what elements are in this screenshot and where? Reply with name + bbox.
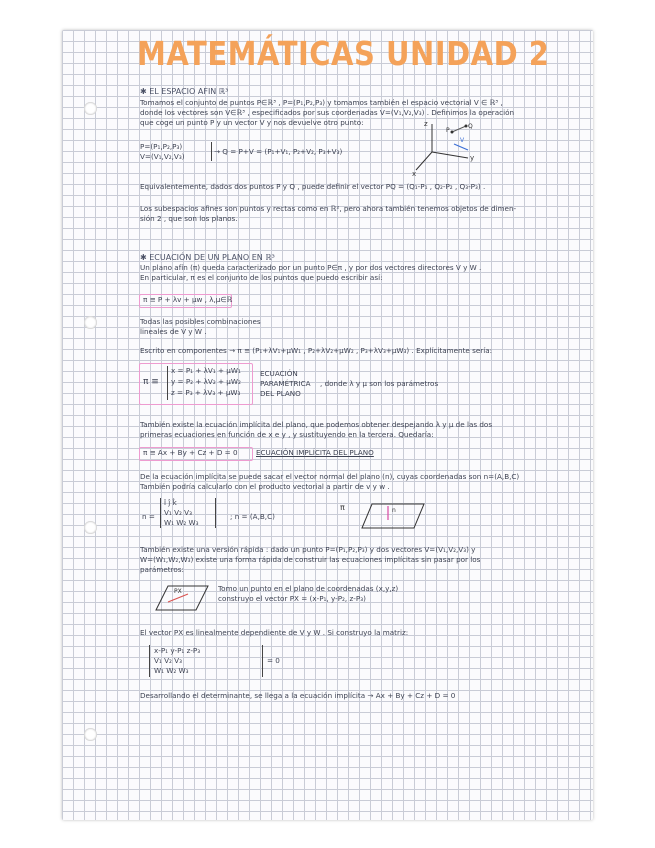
normal-label: n [392,507,396,514]
paragraph-line: parámetros: [140,565,184,574]
paragraph-line: sión 2 , que son los planos. [140,214,238,223]
paragraph-line: Los subespacios afines son puntos y rectas como en ℝ², pero ahora también tenemos objetos de dimen- [140,204,517,213]
paragraph-line: También existe una versión rápida : dado un punto P=(P₁,P₂,P₃) y dos vectores V=(V₁,V₂,V₃) y [140,545,476,554]
vector-definition: V=(V₁,V₂,V₃) [140,152,185,161]
paragraph-line: Un plano afín (π) queda caracterizado por un punto P∈π , y por dos vectores directores V y W . [140,263,482,272]
plane-shape [156,586,208,610]
brace [208,142,212,161]
note-line: lineales de V y W . [140,327,207,336]
det-row: V₁ V₂ V₃ [154,656,182,665]
point-p [451,131,454,134]
param-x: x = P₁ + λV₁ + μW₁ [171,366,241,375]
paragraph-line: También existe la ecuación implícita del plano, que podemos obtener despejando λ y μ de las dos [140,420,493,429]
plane-px-diagram [150,582,212,614]
binder-hole [84,728,97,741]
param-label: ECUACIÓN [260,369,298,378]
v-arrow [454,144,468,150]
det-eq: = 0 [267,656,280,665]
det-row: x-P₁ y-P₁ z-P₃ [154,646,201,655]
page-title: MATEMÁTICAS UNIDAD 2 [137,34,550,74]
axis-label-z: z [424,120,428,128]
paragraph-line: Tomamos el conjunto de puntos P∈ℝ³ , P=(P₁,P₂,P₃) y tomamos también el espacio vectorial V ∈ ℝ³ , [140,98,503,107]
binder-hole [84,521,97,534]
x-axis [416,152,432,170]
px-label: PX [174,588,182,595]
det-bar-right [262,645,263,677]
normal-eq-label: n = [142,512,155,521]
normal-result: ; n = (A,B,C) [230,512,275,521]
binder-hole [84,102,97,115]
axes-diagram [410,118,490,178]
implicit-label: ECUACIÓN IMPLÍCITA DEL PLANO [256,448,374,457]
y-axis [432,152,468,158]
det-bar-right [215,498,216,528]
px-note: construyo el vector PX = (x-P₁, y-P₂, z-P₃) [218,594,366,603]
normal-row: î ĵ k̂ [164,498,177,507]
normal-row: V₁ V₂ V₃ [164,508,192,517]
sum-definition: → Q = P+V = (P₁+V₁, P₂+V₂, P₃+V₃) [214,147,343,156]
paragraph-line: primeras ecuaciones en función de x e y , y sustituyendo en la tercera. Quedaría: [140,430,434,439]
det-bar-left [160,498,161,528]
param-label: DEL PLANO [260,389,301,398]
paragraph-line: W=(W₁,W₂,W₃) existe una forma rápida de construir las ecuaciones implícitas sin pasar por los [140,555,481,564]
brace [167,366,168,400]
label-p: P [446,127,450,134]
param-pi: π ≡ [143,377,159,387]
point-definition: P=(P₁,P₂,P₃) [140,142,183,151]
label-q: Q [468,123,473,130]
plane-normal-diagram [338,498,428,532]
param-label: PARAMÉTRICA [260,379,311,388]
components-line: Escrito en componentes → π ≡ (P₁+λV₁+μW₁ , P₂+λV₂+μW₂ , P₃+λV₃+μW₃) . Explícitamente sería: [140,346,493,355]
paragraph-line: que coge un punto P y un vector V y nos devuelve otro punto: [140,118,364,127]
plane-pi-label: π [340,503,345,512]
det-bar-left [149,645,150,677]
param-y: y = P₂ + λV₂ + μW₂ [171,377,241,386]
paragraph-line: En particular, π es el conjunto de los puntos que puedo escribir así: [140,273,383,282]
paragraph-line: También podría calcularlo con el producto vectorial a partir de v y w . [140,482,390,491]
param-z: z = P₃ + λV₃ + μW₃ [171,388,241,397]
section-heading-affine-space: ✱ EL ESPACIO AFIN ℝ³ [140,87,229,96]
normal-row: W₁ W₂ W₃ [164,518,199,527]
px-arrow [168,594,188,602]
paragraph-dependence: El vector PX es linealmente dependiente de V y W . Si construyo la matriz: [140,628,409,637]
label-v: V [460,137,465,144]
vector-arrow [452,126,466,132]
implicit-equation: π ≡ Ax + By + Cz + D = 0 [143,448,238,457]
param-note: , donde λ y μ son los parámetros [320,379,439,388]
px-note: Tomo un punto en el plano de coordenadas (x,y,z) [218,584,399,593]
paragraph-vector-pq: Equivalentemente, dados dos puntos P y Q , puede definir el vector PQ = (Q₁-P₁ , Q₂-P₂ , Q₃-P₃) . [140,182,486,191]
note-line: Todas las posibles combinaciones [140,317,261,326]
det-row: W₁ W₂ W₃ [154,666,189,675]
axis-label-x: x [412,170,417,178]
vector-equation: π ≡ P + λv + μw , λ,μ∈ℝ [143,295,233,304]
paragraph-line: De la ecuación implícita se puede sacar el vector normal del plano (n), cuyas coordenadas son n=(A,B,C) [140,472,520,481]
paragraph-conclusion: Desarrollando el determinante, se llega a la ecuación implícita → Ax + By + Cz + D = 0 [140,691,456,700]
binder-hole [84,316,97,329]
paragraph-line: donde los vectores son V∈ℝ³ , especificados por sus coordenadas V=(V₁,V₂,V₃) . Definimos la operación [140,108,515,117]
axis-label-y: y [470,154,475,162]
section-heading-plane-equation: ✱ ECUACIÓN DE UN PLANO EN ℝ³ [140,253,275,262]
